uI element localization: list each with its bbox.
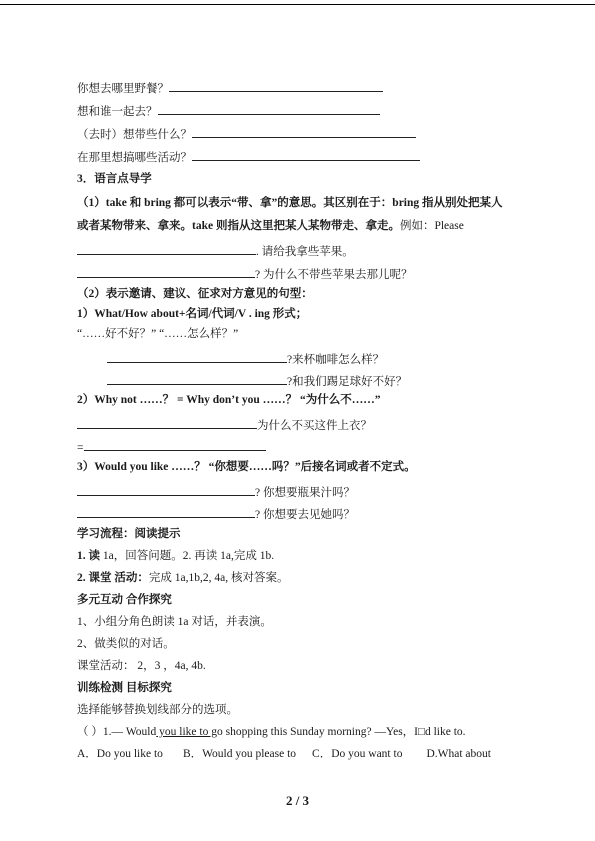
- answer-blank[interactable]: [77, 416, 257, 429]
- question-bring-what: （去时）想带些什么？: [77, 125, 416, 142]
- train-title: 训练检测 目标探究: [77, 682, 172, 694]
- question-with-whom: 想和谁一起去？: [77, 102, 380, 119]
- answer-blank[interactable]: [77, 242, 256, 255]
- train-instruction: 选择能够替换划线部分的选项。: [77, 704, 238, 716]
- question-1: （ ）1.— Would you like to go shopping this Sunday morning? —Yes，I□d like to.: [77, 726, 466, 738]
- pattern-intro: （2）表示邀请、建议、征求对方意见的句型：: [77, 288, 313, 300]
- option-c[interactable]: C．Do you want to: [312, 748, 403, 760]
- multi-step-1: 1、小组分角色朗读 1a 对话，并表演。: [77, 616, 272, 628]
- top-rule: [0, 4, 595, 5]
- answer-blank[interactable]: [107, 350, 287, 363]
- option-a[interactable]: A．Do you like to: [77, 748, 163, 760]
- example-5-alt: =: [77, 438, 266, 455]
- answer-blank[interactable]: [107, 372, 287, 385]
- answer-blank[interactable]: [84, 438, 266, 451]
- example-5: 为什么不买这件上衣？: [77, 416, 372, 433]
- example-4: ?和我们踢足球好不好？: [107, 372, 407, 389]
- answer-blank[interactable]: [169, 79, 383, 92]
- answer-blank[interactable]: [192, 125, 416, 138]
- flow-title: 学习流程：阅读提示: [77, 528, 181, 540]
- answer-blank[interactable]: [77, 483, 255, 496]
- example-3: ?来杯咖啡怎么样？: [107, 350, 384, 367]
- pattern-2-heading: 2）Why not ……？ = Why don’t you ……？ “为什么不……”: [77, 394, 381, 406]
- class-activity: 课堂活动： 2，3 ，4a, 4b.: [77, 660, 206, 672]
- take-bring-explanation-2: 或者某物带来、拿来。take 则指从这里把某人某物带走、拿走。例如：Please: [77, 220, 464, 232]
- answer-blank[interactable]: [77, 505, 255, 518]
- option-b[interactable]: B．Would you please to: [182, 748, 297, 760]
- take-bring-explanation: （1）take 和 bring 都可以表示“带、拿”的意思。其区别在于：bring 指从别处把某人: [77, 197, 503, 209]
- example-1: . 请给我拿些苹果。: [77, 242, 354, 259]
- question-activities: 在那里想搞哪些活动？: [77, 148, 420, 165]
- question-1-options: [77, 747, 491, 761]
- section-3-title: 3．语言点导学: [77, 173, 152, 185]
- multi-step-2: 2、做类似的对话。: [77, 638, 175, 650]
- answer-blank[interactable]: [192, 148, 420, 161]
- underlined-phrase: you like to g: [156, 726, 217, 738]
- flow-step-2: 2. 课堂 活动：完成 1a,1b,2, 4a, 核对答案。: [77, 572, 289, 584]
- question-picnic-where: 你想去哪里野餐？: [77, 79, 383, 96]
- pattern-1-meaning: “……好不好？” “……怎么样？”: [77, 328, 239, 340]
- example-6: ? 你想要瓶果汁吗？: [77, 483, 355, 500]
- answer-blank[interactable]: [77, 265, 255, 278]
- example-7: ? 你想要去见她吗？: [77, 505, 355, 522]
- page-number: 2 / 3: [285, 793, 310, 808]
- example-2: ? 为什么不带些苹果去那儿呢？: [77, 265, 412, 282]
- answer-blank[interactable]: [158, 102, 380, 115]
- flow-step-1: 1. 读 1a，回答问题。2. 再读 1a,完成 1b.: [77, 550, 275, 562]
- option-d[interactable]: D.What about: [426, 748, 491, 760]
- pattern-1-heading: 1）What/How about+名词/代词/V . ing 形式；: [77, 308, 308, 320]
- pattern-3-heading: 3）Would you like ……？ “你想要……吗？”后接名词或者不定式。: [77, 461, 416, 473]
- multi-title: 多元互动 合作探究: [77, 594, 172, 606]
